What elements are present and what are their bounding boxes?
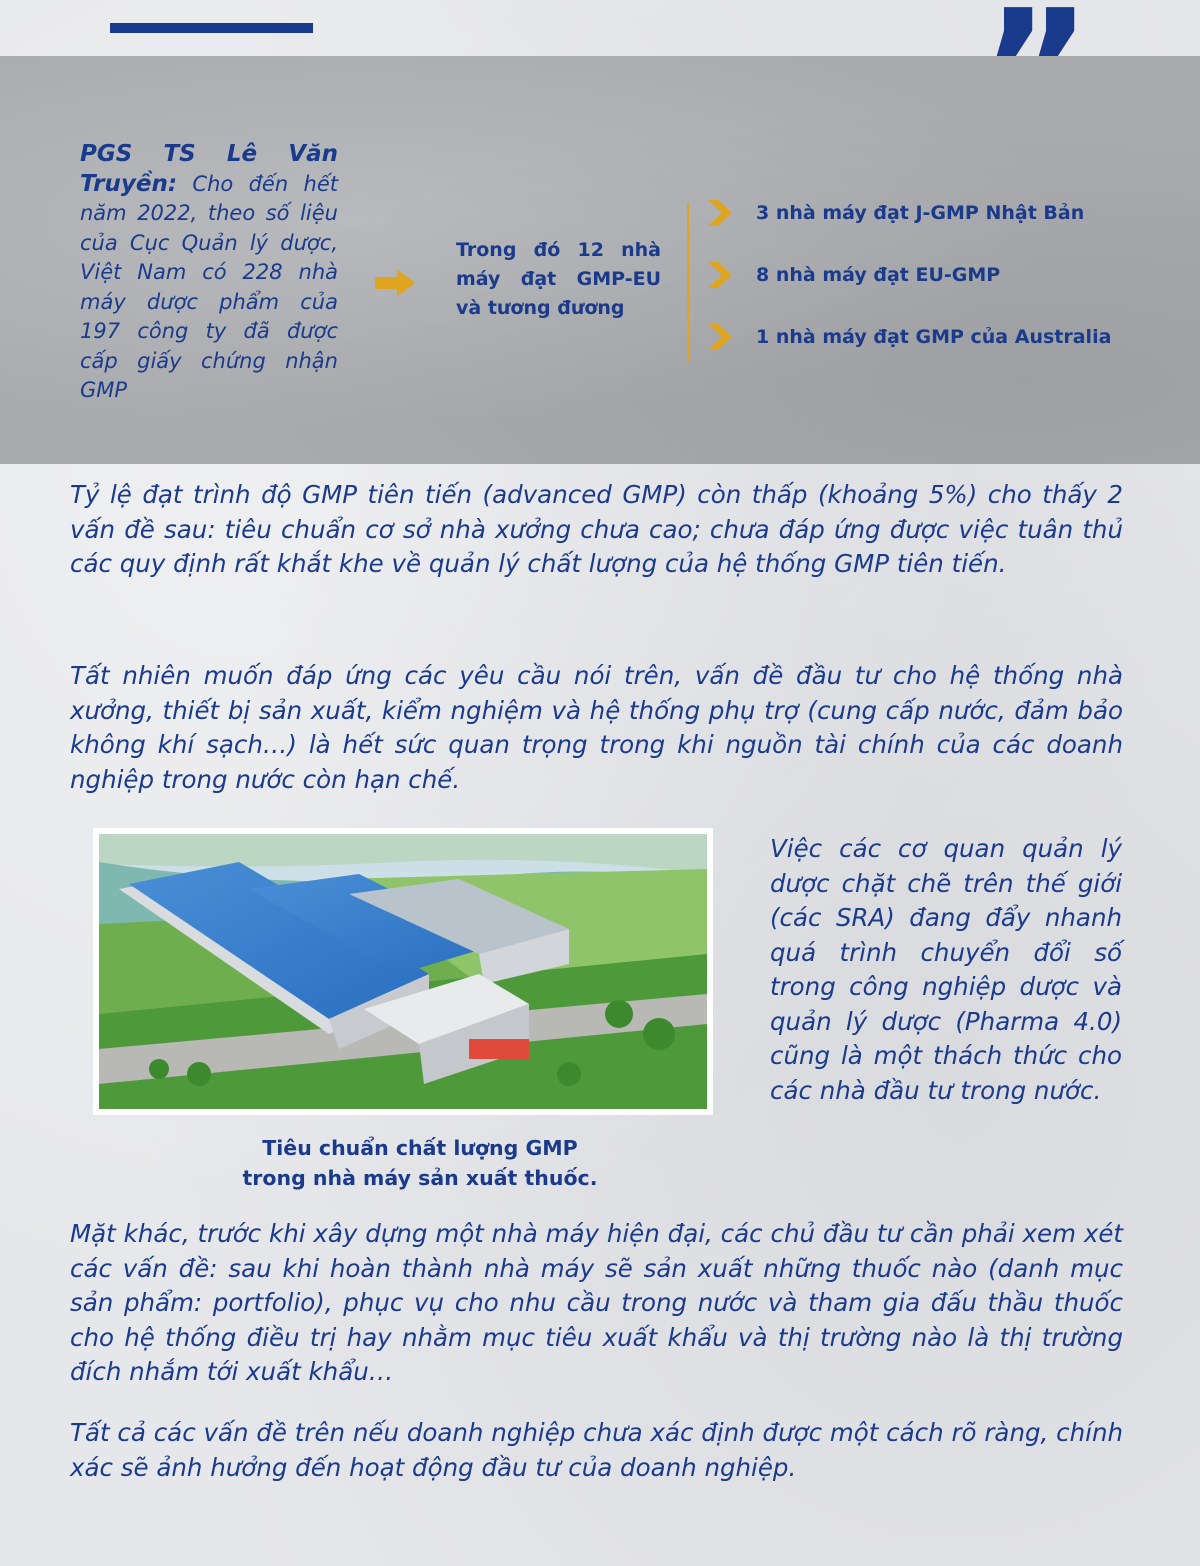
arrow-right-icon [375,268,415,298]
quote-author: PGS TS Lê Văn Truyền: [80,141,338,197]
body-paragraph-1: Tỷ lệ đạt trình độ GMP tiên tiến (advanced GMP) còn thấp (khoảng 5%) cho thấy 2 vấn đề sau: tiêu chuẩn cơ sở nhà xưởng chưa cao; chưa đáp ứng được việc tuân thủ các quy định rất khắt khe về quản lý chất lượng của hệ thống GMP tiên tiến. [70,480,1123,578]
summary-text: Trong đó 12 nhà máy đạt GMP-EU và tương đương [456,239,661,319]
factory-illustration [99,834,707,1109]
chevron-right-icon [708,198,732,228]
bullet-label: 1 nhà máy đạt GMP của Australia [756,326,1112,348]
bullet-item [708,198,1084,228]
caption-line-1: Tiêu chuẩn chất lượng GMP [262,1136,578,1160]
body-paragraph-3: Mặt khác, trước khi xây dựng một nhà máy hiện đại, các chủ đầu tư cần phải xem xét các vấn đề: sau khi hoàn thành nhà máy sẽ sản xuất những thuốc nào (danh mục sản phẩm: portfolio), phục vụ cho nhu cầu trong nước và tham gia đấu thầu thuốc cho hệ thống điều trị hay nhằm mục tiêu xuất khẩu và thị trường nào là thị trường đích nhắm tới xuất khẩu… [70,1219,1123,1386]
factory-photo [93,828,713,1115]
bullet-item [708,260,1000,290]
top-accent-rule [110,23,313,33]
body-paragraph-2: Tất nhiên muốn đáp ứng các yêu cầu nói trên, vấn đề đầu tư cho hệ thống nhà xưởng, thiết bị sản xuất, kiểm nghiệm và hệ thống phụ trợ (cung cấp nước, đảm bảo không khí sạch…) là hết sức quan trọng trong khi nguồn tài chính của các doanh nghiệp trong nước còn hạn chế. [70,661,1123,794]
bullet-label: 3 nhà máy đạt J-GMP Nhật Bản [756,202,1085,224]
side-paragraph: Việc các cơ quan quản lý dược chặt chẽ trên thế giới (các SRA) đang đẩy nhanh quá trình chuyển đổi số trong công nghiệp dược và quản lý dược (Pharma 4.0) cũng là một thách thức cho các nhà đầu tư trong nước. [770,834,1122,1105]
body-paragraph-4: Tất cả các vấn đề trên nếu doanh nghiệp chưa xác định được một cách rõ ràng, chính xác sẽ ảnh hưởng đến hoạt động đầu tư của doanh nghiệp. [70,1418,1123,1482]
photo-caption [200,1133,640,1193]
caption-line-2: trong nhà máy sản xuất thuốc. [242,1166,598,1190]
quote-body: Cho đến hết năm 2022, theo số liệu của Cục Quản lý dược, Việt Nam có 228 nhà máy dược phẩm của 197 công ty đã được cấp giấy chứng nhận GMP [80,171,338,402]
bullet-item [708,322,1111,352]
divider-line [687,203,689,361]
quote-block [80,140,338,406]
bullet-label: 8 nhà máy đạt EU-GMP [756,264,1001,286]
chevron-right-icon [708,260,732,290]
chevron-right-icon [708,322,732,352]
